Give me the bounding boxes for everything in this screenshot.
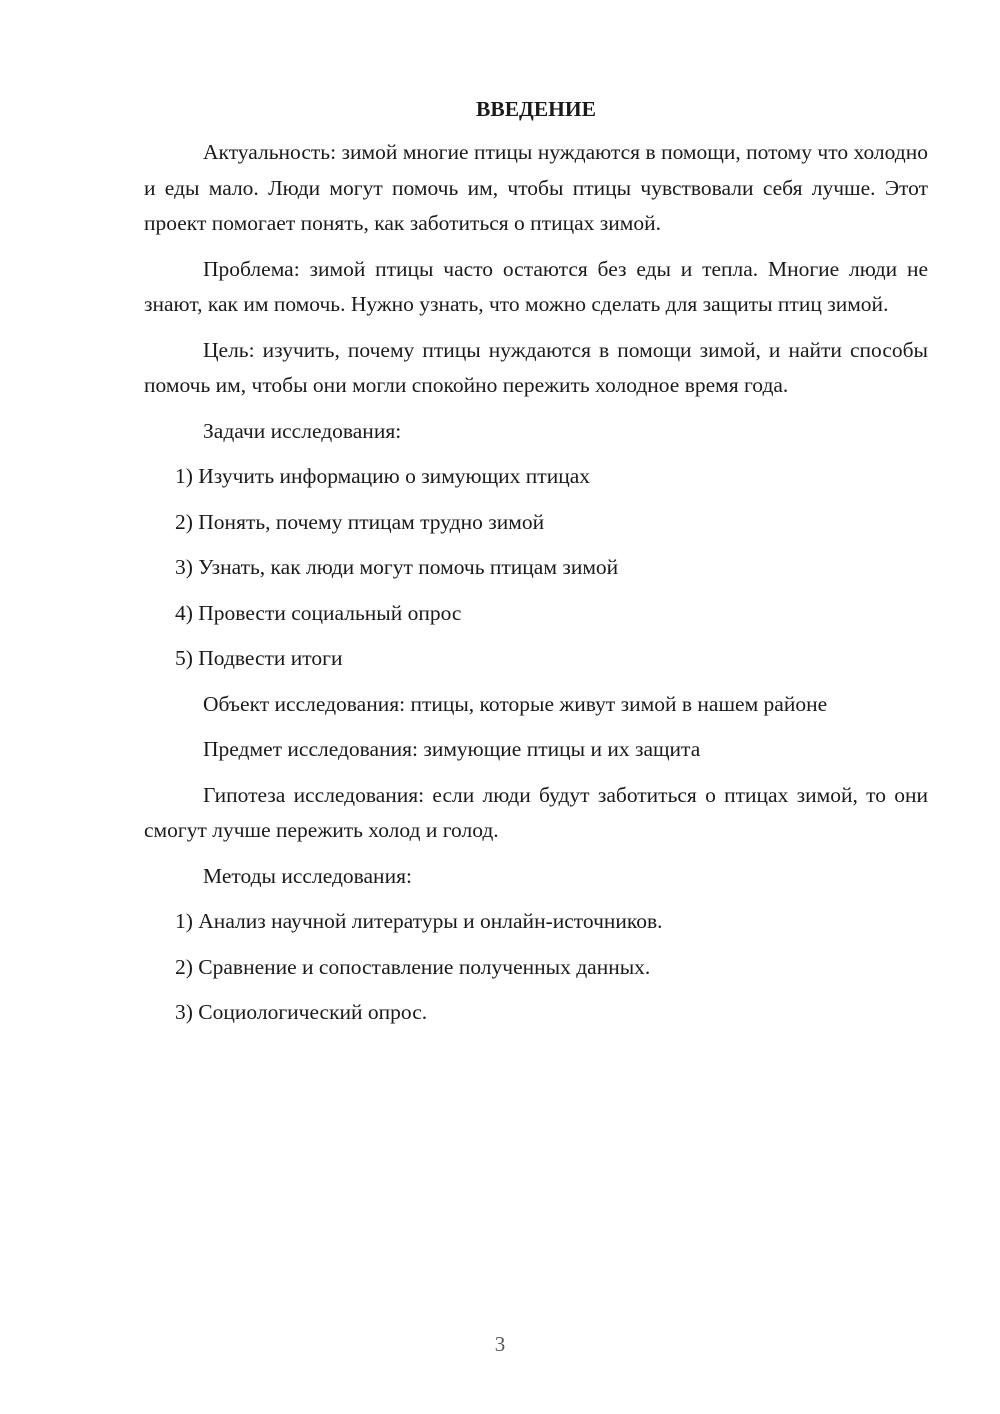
subject-line: Предмет исследования: зимующие птицы и их защита	[203, 737, 701, 761]
list-item: 3) Узнать, как люди могут помочь птицам зимой	[175, 555, 619, 579]
object-line: Объект исследования: птицы, которые живут зимой в нашем районе	[203, 691, 828, 716]
methods-label: Методы исследования:	[203, 863, 412, 888]
tasks-label: Задачи исследования:	[203, 418, 402, 443]
section-heading: ВВЕДЕНИЕ	[476, 97, 596, 121]
tasks-list	[144, 459, 928, 677]
hypothesis-paragraph: Гипотеза исследования: если люди будут заботиться о птицах зимой, то они смогут лучше пережить холод и голод.	[144, 782, 928, 842]
list-item: 2) Сравнение и сопоставление полученных данных.	[175, 954, 651, 979]
list-item: 2) Понять, почему птицам трудно зимой	[175, 509, 545, 534]
goal-paragraph: Цель: изучить, почему птицы нуждаются в помощи зимой, и найти способы помочь им, чтобы они могли спокойно пережить холодное время года.	[144, 337, 928, 397]
list-item: 3) Социологический опрос.	[175, 1000, 428, 1024]
document-page	[144, 92, 928, 1041]
problem-paragraph: Проблема: зимой птицы часто остаются без еды и тепла. Многие люди не знают, как им помочь. Нужно узнать, что можно сделать для защиты птиц зимой.	[144, 256, 928, 316]
list-item: 1) Анализ научной литературы и онлайн-источников.	[175, 909, 663, 933]
methods-list	[144, 904, 928, 1031]
list-item: 4) Провести социальный опрос	[175, 600, 462, 625]
relevance-paragraph: Актуальность: зимой многие птицы нуждаются в помощи, потому что холодно и еды мало. Люди могут помочь им, чтобы птицы чувствовали себя лучше. Этот проект помогает понять, как заботиться о птицах зимой.	[144, 140, 928, 235]
list-item: 5) Подвести итоги	[175, 646, 343, 670]
list-item: 1) Изучить информацию о зимующих птицах	[175, 464, 590, 488]
page-number: 3	[494, 1332, 506, 1356]
